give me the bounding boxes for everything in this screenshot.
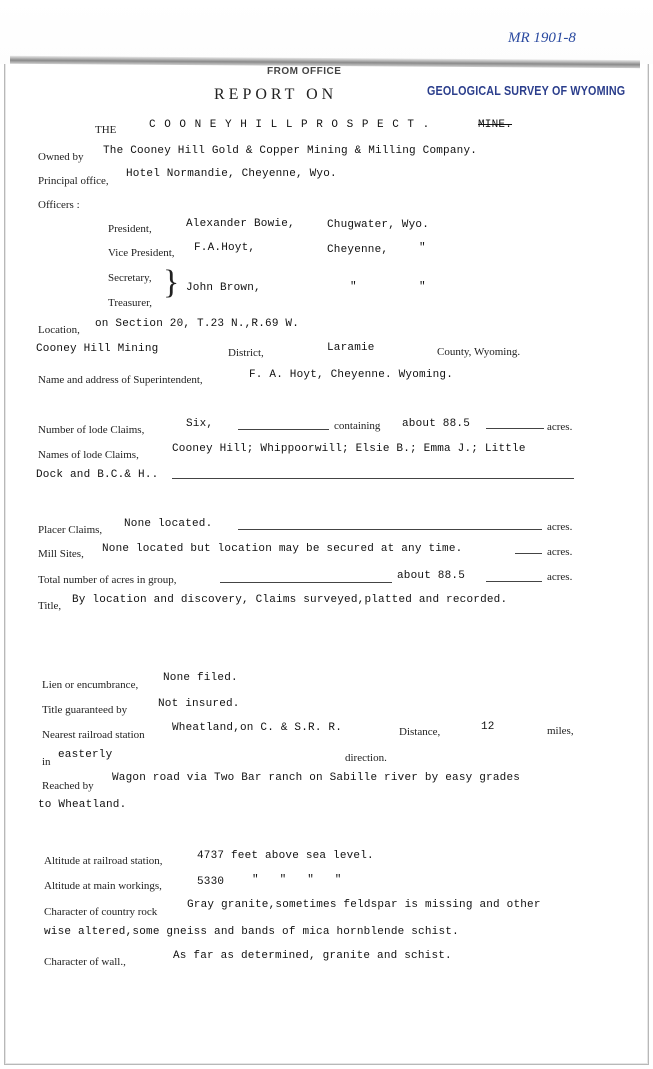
country-rock-label: Character of country rock [44,906,158,918]
fill-line [515,553,542,554]
lode-names-value: Cooney Hill; Whippoorwill; Elsie B.; Emma J.; Little [172,443,526,455]
ditto-mark: " [419,281,426,293]
altitude-railroad-value: 4737 feet above sea level. [197,850,374,862]
railroad-label: Nearest railroad station [42,729,145,741]
direction-value: easterly [58,749,113,761]
reached-by-label: Reached by [42,780,94,792]
secretary-name: John Brown, [186,282,261,294]
brace-mark: } [163,264,180,301]
lode-names-value-cont: Dock and B.C.& H.. [36,469,159,481]
president-name: Alexander Bowie, [186,218,295,230]
mine-struck: MINE. [478,119,513,131]
mill-acres-label: acres. [547,546,573,558]
wall-label: Character of wall., [44,956,126,968]
title-value: By location and discovery, Claims surveyed,platted and recorded. [72,594,508,606]
prospect-name: C O O N E Y H I L L P R O S P E C T . [149,119,431,131]
location-value: on Section 20, T.23 N.,R.69 W. [95,318,300,330]
lien-label: Lien or encumbrance, [42,679,139,691]
title-guaranteed-value: Not insured. [158,698,240,710]
fill-line [238,429,329,430]
vice-president-label: Vice President, [108,247,175,259]
fill-line [486,581,542,582]
principal-office-value: Hotel Normandie, Cheyenne, Wyo. [126,168,337,180]
mill-sites-label: Mill Sites, [38,548,84,560]
owned-value: The Cooney Hill Gold & Copper Mining & Milling Company. [103,145,478,157]
county-label: County, Wyoming. [437,346,521,358]
superintendent-label: Name and address of Superintendent, [38,374,203,386]
president-label: President, [108,223,152,235]
placer-value: None located. [124,518,213,530]
the-label: THE [95,124,117,136]
distance-label: Distance, [399,726,441,738]
vice-president-name: F.A.Hoyt, [194,242,256,254]
officers-label: Officers : [38,199,80,211]
acres-label: acres. [547,421,573,433]
railroad-value: Wheatland,on C. & S.R. R. [172,722,343,734]
placer-acres-label: acres. [547,521,573,533]
fill-line [238,529,542,530]
ditto-mark: " [350,281,357,293]
lode-names-label: Names of lode Claims, [38,449,139,461]
reached-by-value-cont: to Wheatland. [38,799,127,811]
total-acres-label: Total number of acres in group, [38,574,177,586]
mill-sites-value: None located but location may be secured at any time. [102,543,463,555]
fill-line [486,428,544,429]
wall-value: As far as determined, granite and schist. [173,950,452,962]
location-label: Location, [38,324,80,336]
report-on-title: REPORT ON [214,86,338,103]
in-label: in [42,756,51,768]
owned-label: Owned by [38,151,84,163]
total-acres-unit: acres. [547,571,573,583]
handwritten-reference: MR 1901-8 [508,30,576,46]
county-value: Laramie [327,342,375,354]
lode-number-label: Number of lode Claims, [38,424,145,436]
country-rock-value: Gray granite,sometimes feldspar is missing and other [187,899,541,911]
fill-line [220,582,392,583]
vice-president-place: Cheyenne, [327,244,389,256]
title-guaranteed-label: Title guaranteed by [42,704,128,716]
treasurer-label: Treasurer, [108,297,153,309]
altitude-railroad-label: Altitude at railroad station, [44,855,163,867]
containing-label: containing [334,420,381,432]
distance-value: 12 [481,721,495,733]
country-rock-value-cont: wise altered,some gneiss and bands of mica hornblende schist. [44,926,459,938]
total-acres-value: about 88.5 [397,570,466,582]
lode-number-value: Six, [186,418,214,430]
ditto-mark: " [419,242,426,254]
president-place: Chugwater, Wyo. [327,219,430,231]
fill-line [172,478,574,479]
superintendent-value: F. A. Hoyt, Cheyenne. Wyoming. [249,369,454,381]
district-label: District, [228,347,264,359]
containing-value: about 88.5 [402,418,471,430]
from-office-label: FROM OFFICE [267,66,342,77]
lien-value: None filed. [163,672,238,684]
altitude-main-dittos: " " " " [252,874,342,886]
title-label: Title, [38,600,62,612]
direction-label: direction. [345,752,387,764]
mining-value: Cooney Hill Mining [36,343,159,355]
placer-label: Placer Claims, [38,524,103,536]
principal-office-label: Principal office, [38,175,109,187]
survey-stamp: GEOLOGICAL SURVEY OF WYOMING [427,84,626,98]
altitude-main-value: 5330 [197,876,225,888]
secretary-label: Secretary, [108,272,152,284]
miles-label: miles, [547,725,574,737]
reached-by-value: Wagon road via Two Bar ranch on Sabille river by easy grades [112,772,521,784]
altitude-main-label: Altitude at main workings, [44,880,162,892]
